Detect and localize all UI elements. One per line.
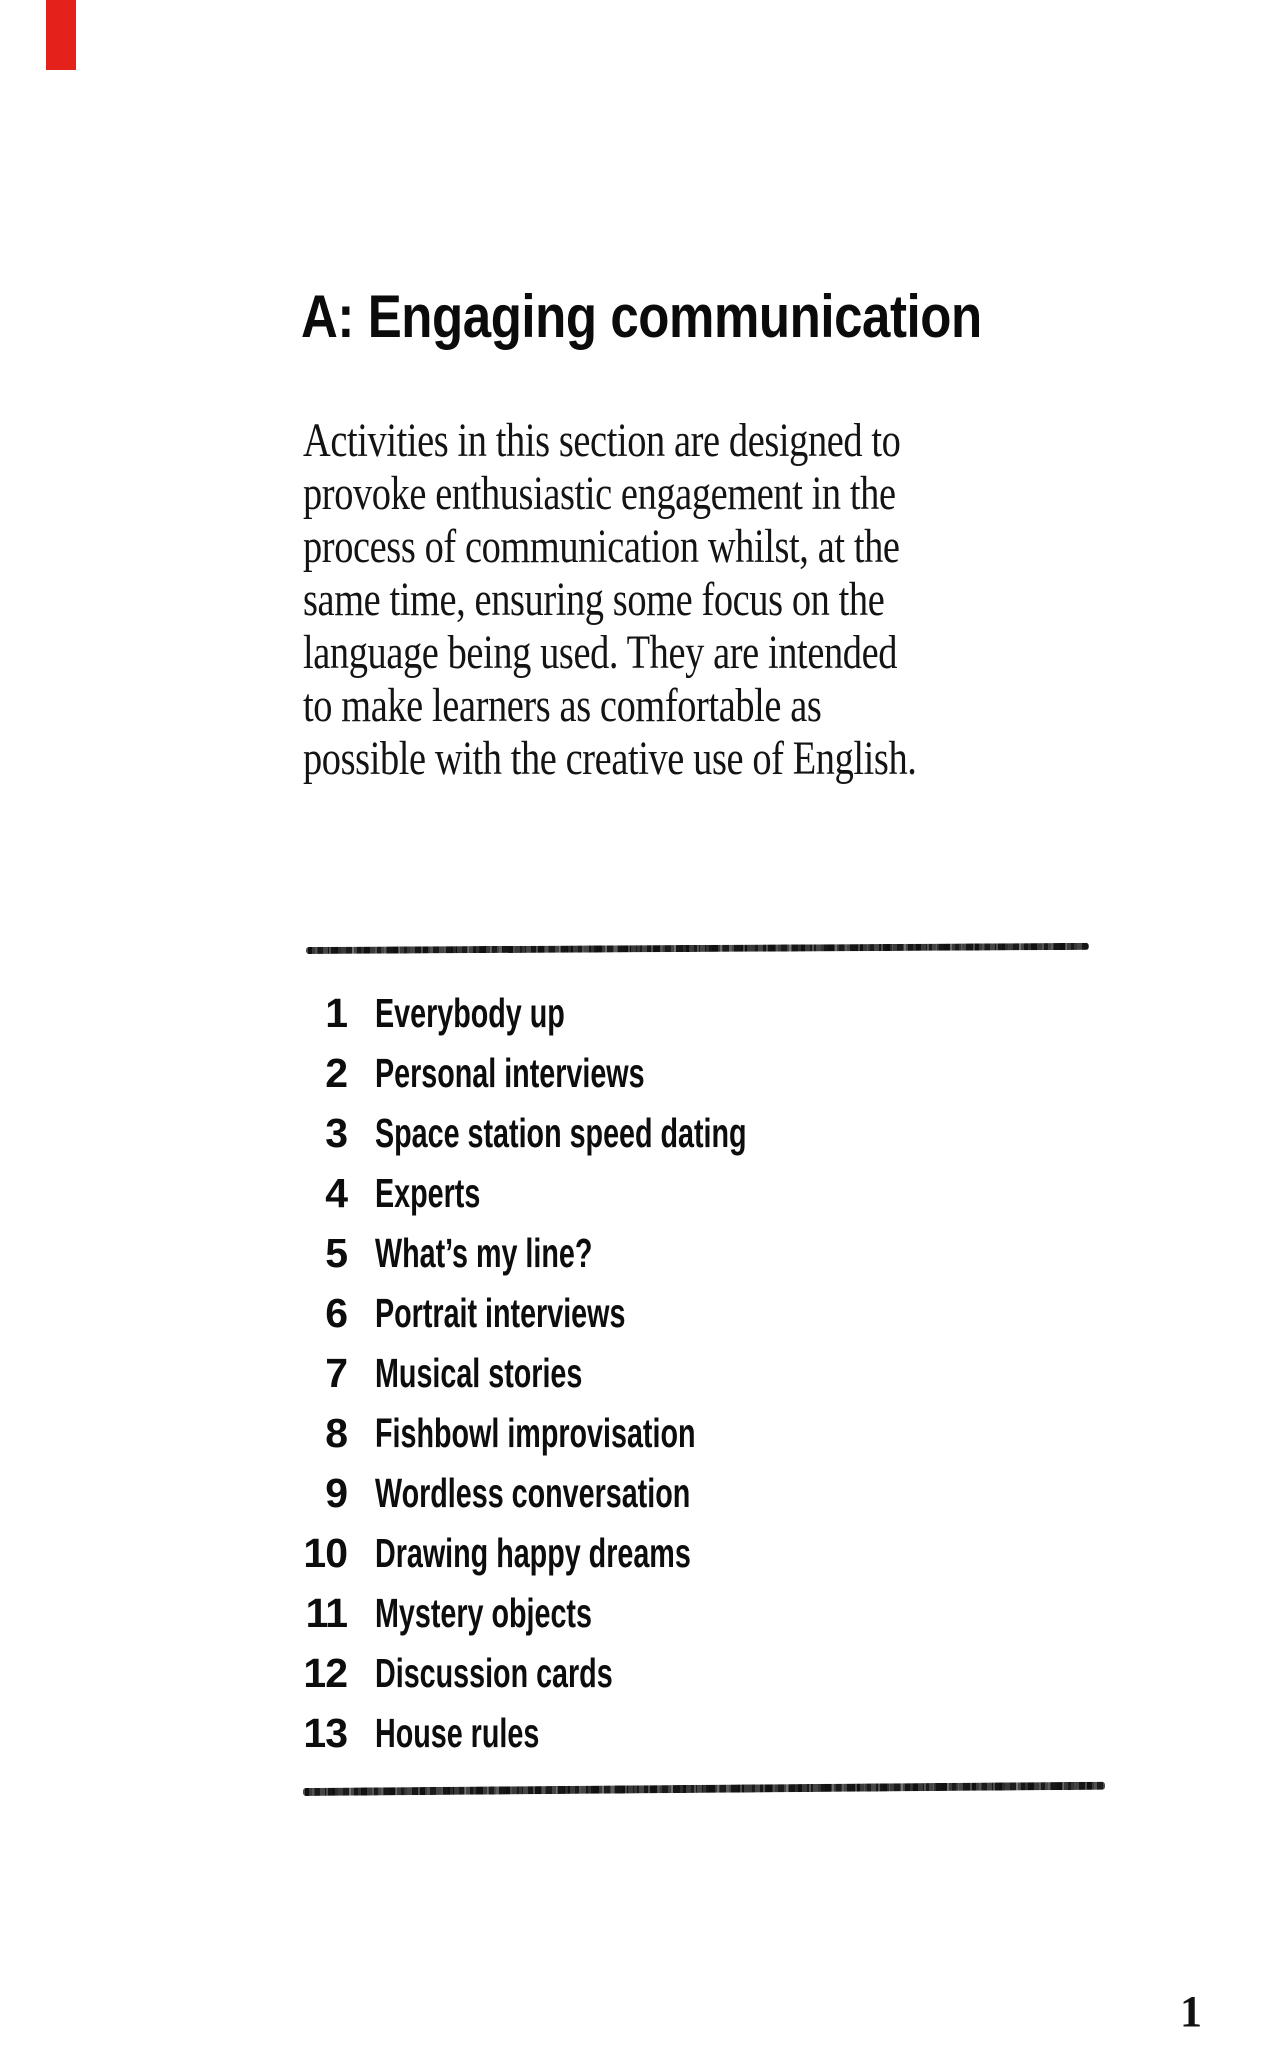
list-item-label: Fishbowl improvisation bbox=[375, 1410, 696, 1456]
list-item bbox=[302, 1163, 1002, 1223]
page-number: 1 bbox=[1180, 1987, 1202, 2036]
list-item bbox=[302, 1283, 1002, 1343]
list-item-label: House rules bbox=[375, 1710, 540, 1756]
list-item bbox=[302, 1343, 1002, 1403]
list-item-number: 10 bbox=[303, 1530, 347, 1576]
list-item-label: Personal interviews bbox=[375, 1050, 645, 1096]
list-item-label: Drawing happy dreams bbox=[375, 1530, 691, 1576]
list-item bbox=[302, 1043, 1002, 1103]
paragraph-line: to make learners as comfortable as bbox=[303, 679, 822, 732]
list-item bbox=[302, 1463, 1002, 1523]
list-item-number: 9 bbox=[325, 1470, 347, 1516]
list-item-label: Experts bbox=[375, 1170, 481, 1216]
list-item bbox=[302, 1223, 1002, 1283]
list-item-label: Everybody up bbox=[375, 990, 565, 1036]
paragraph-line: same time, ensuring some focus on the bbox=[303, 573, 885, 626]
paragraph-line: Activities in this section are designed to bbox=[303, 414, 901, 467]
list-item-number: 1 bbox=[325, 990, 347, 1036]
list-item-label: Musical stories bbox=[375, 1350, 583, 1396]
list-item bbox=[302, 1403, 1002, 1463]
paragraph-line: possible with the creative use of English. bbox=[303, 732, 917, 785]
list-item-number: 3 bbox=[325, 1110, 347, 1156]
list-item-label: Wordless conversation bbox=[375, 1470, 691, 1516]
list-item-number: 8 bbox=[325, 1410, 347, 1456]
activity-list bbox=[302, 983, 1002, 1763]
list-item-label: Mystery objects bbox=[375, 1590, 592, 1636]
list-item bbox=[302, 1523, 1002, 1583]
list-item-label: Space station speed dating bbox=[375, 1110, 747, 1156]
paragraph-line: language being used. They are intended bbox=[303, 626, 898, 679]
list-item bbox=[302, 1703, 1002, 1763]
list-item-number: 6 bbox=[325, 1290, 347, 1336]
list-item bbox=[302, 1103, 1002, 1163]
list-item-label: Portrait interviews bbox=[375, 1290, 626, 1336]
divider-rule-bottom bbox=[303, 1782, 1105, 1796]
red-corner-mark bbox=[46, 0, 76, 70]
list-item-number: 2 bbox=[325, 1050, 347, 1096]
list-item-number: 7 bbox=[325, 1350, 347, 1396]
section-title: A: Engaging communication bbox=[301, 283, 982, 350]
list-item-number: 11 bbox=[305, 1590, 347, 1636]
list-item-number: 12 bbox=[303, 1650, 347, 1696]
list-item bbox=[302, 1583, 1002, 1643]
list-item-number: 13 bbox=[303, 1710, 347, 1756]
list-item bbox=[302, 1643, 1002, 1703]
list-item-label: Discussion cards bbox=[375, 1650, 613, 1696]
paragraph-line: provoke enthusiastic engagement in the bbox=[303, 467, 896, 520]
list-item-number: 5 bbox=[325, 1230, 347, 1276]
paragraph-line: process of communication whilst, at the bbox=[303, 520, 900, 573]
section-intro-paragraph bbox=[303, 414, 1070, 785]
divider-rule-top bbox=[306, 943, 1089, 954]
list-item-number: 4 bbox=[325, 1170, 347, 1216]
list-item bbox=[302, 983, 1002, 1043]
list-item-label: What’s my line? bbox=[375, 1230, 593, 1276]
